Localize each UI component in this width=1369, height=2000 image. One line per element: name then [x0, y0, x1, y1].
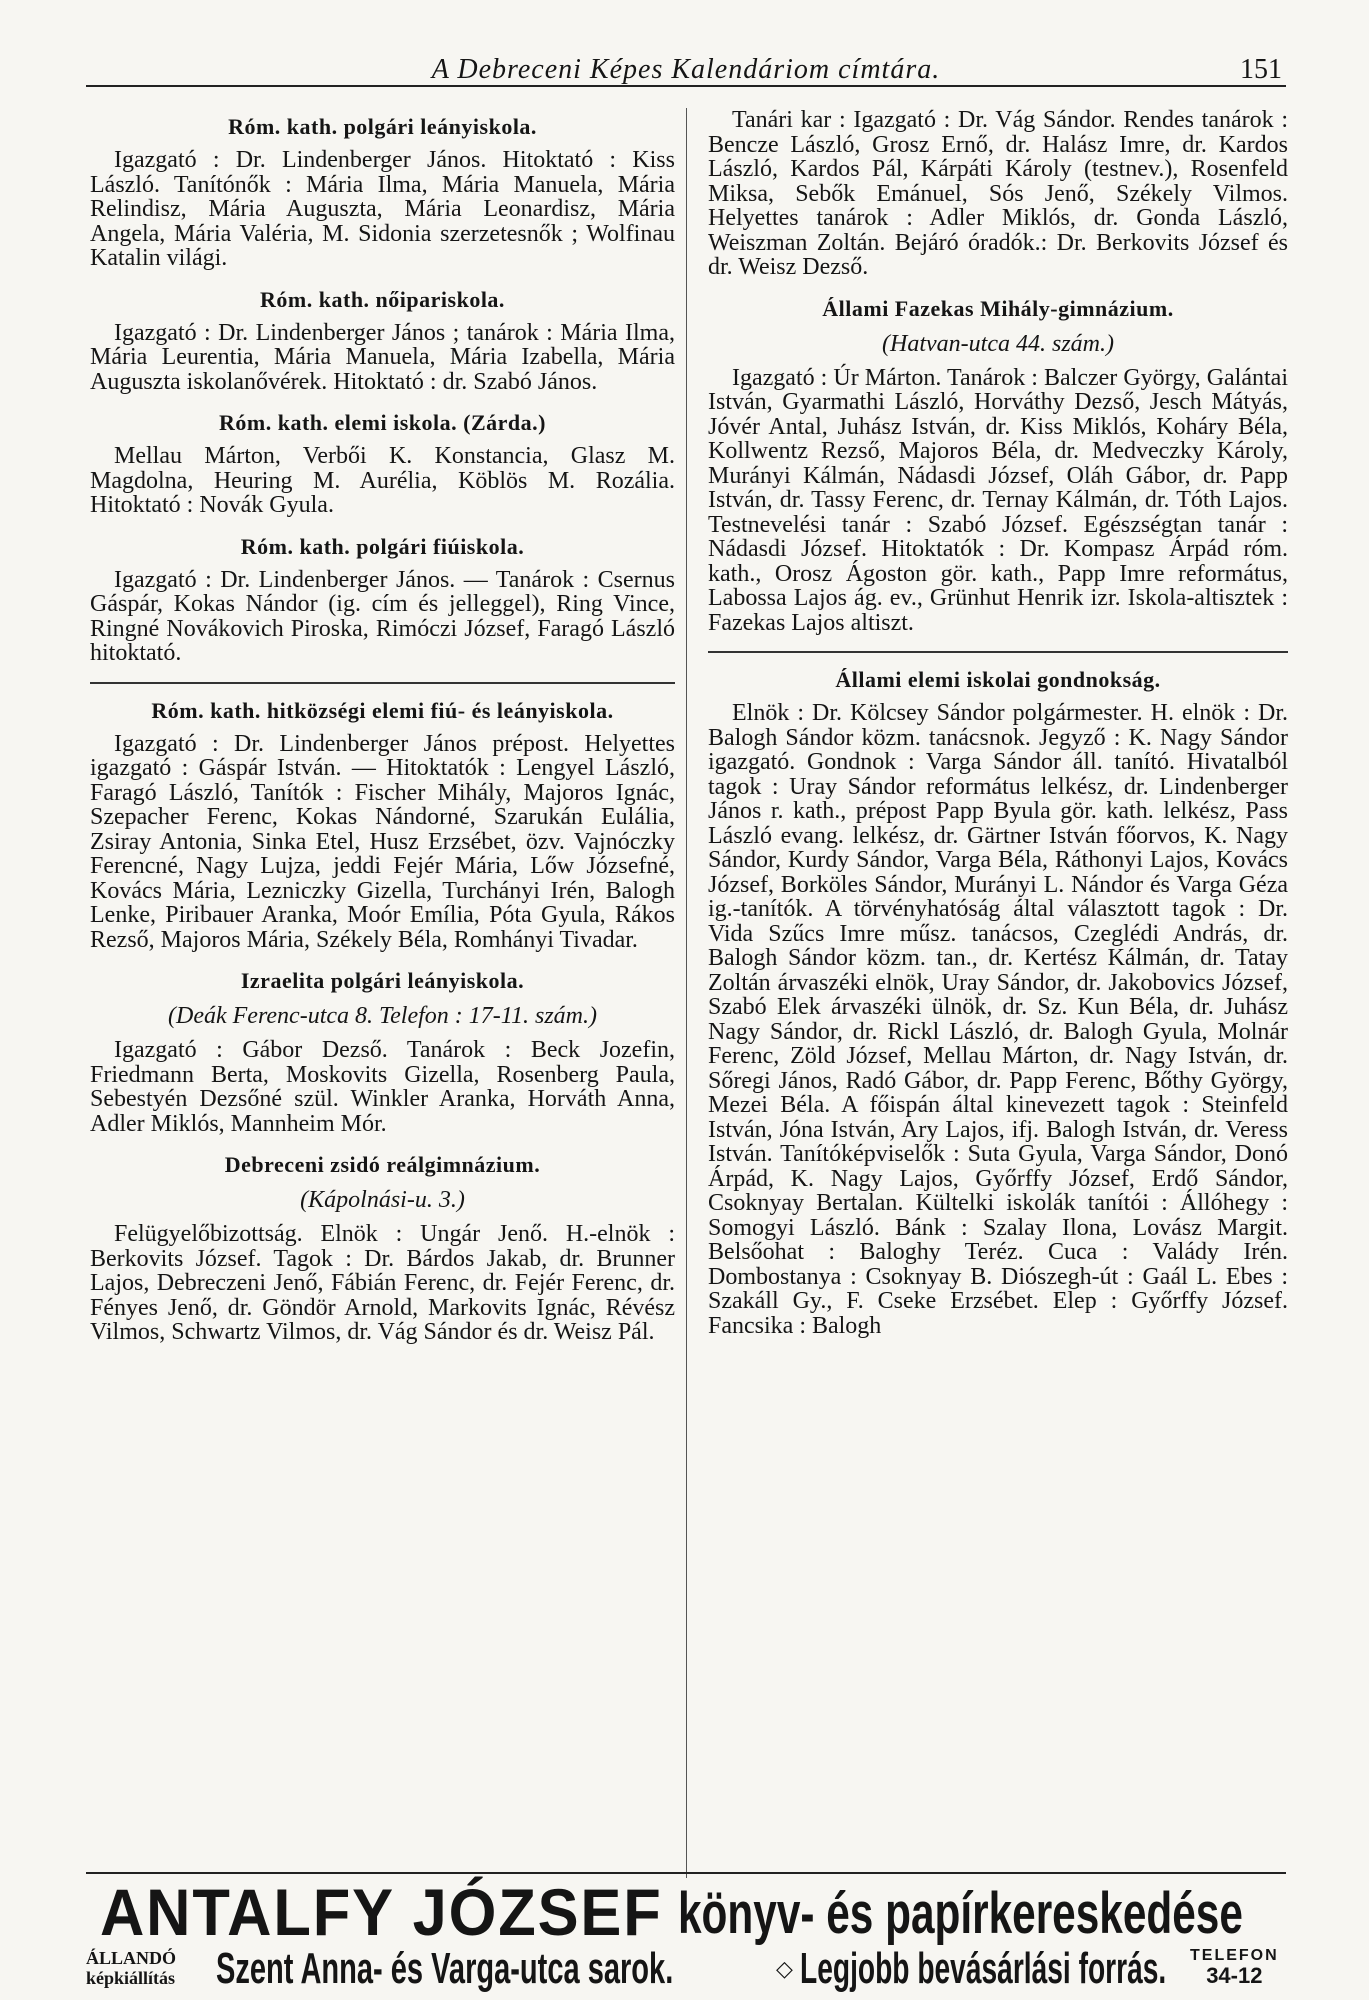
section-title: Izraelita polgári leányiskola. [240, 968, 525, 993]
section-title: Róm. kath. polgári fiúiskola. [240, 533, 525, 559]
advertisement-address: Szent Anna- és Varga-utca sarok. [216, 1944, 674, 1993]
section-zsido-realgimnazium [90, 1152, 675, 1345]
column-rule [708, 651, 1288, 653]
page-number: 151 [1240, 54, 1282, 85]
exhibit-line-2: képkiállítás [86, 1968, 176, 1988]
section-body: Igazgató : Gábor Dezső. Tanárok : Beck Jozefin, Friedmann Berta, Moskovits Gizella, Rosenberg Paula, Sebestyén Dezsőné szül. Winkler Aranka, Horváth Anna, Adler Miklós, Mannheim Mór. [90, 1037, 675, 1137]
section-body: Igazgató : Úr Márton. Tanárok : Balczer György, Galántai István, Gyarmathi László, Horváthy Dezső, Jesch Mátyás, Jóvér Antal, Juhász István, dr. Kiss Miklós, Koháry Béla, Kollwentz Rezső, Majoros Béla, dr. Medveczky Károly, Murányi Kálmán, Nádasdi József, Oláh Gábor, dr. Papp István, dr. Tassy Ferenc, dr. Ternay Kálmán, dr. Tóth Lajos. Testnevelési tanár : Szabó József. Egészségtan tanár : Nádasdi József. Hitoktatók : Dr. Kompasz Árpád róm. kath., Orosz Ágoston gör. kath., Papp Imre református, Labossa Lajos ág. ev., Grünhut Henrik izr. Iskola-altisztek : Fazekas Lajos altiszt. [708, 364, 1288, 636]
section-body: Felügyelőbizottság. Elnök : Ungár Jenő. H.-elnök : Berkovits József. Tagok : Dr. Bárdos Jakab, dr. Brunner Lajos, Debreczeni Jenő, Fábián Ferenc, dr. Fejér Ferenc, dr. Fényes Jenő, dr. Göndör Arnold, Markovits Ignác, Révész Vilmos, Schwartz Vilmos, dr. Vág Sándor és dr. Weisz Pál. [90, 1221, 675, 1345]
exhibit-line-1: ÁLLANDÓ [86, 1948, 177, 1968]
advertisement-exhibit-note [86, 1948, 176, 1988]
header-rule [86, 85, 1286, 87]
section-rk-polgari-leanyiskola [90, 114, 675, 271]
advertisement-tagline: könyv- és papírkereskedése [678, 1881, 1243, 1946]
right-column [708, 108, 1288, 1354]
section-body: Igazgató : Dr. Lindenberger János prépost. Helyettes igazgató : Gáspár István. — Hitoktatók : Lengyel László, Faragó László, Tanítók : Fischer Mihály, Majoros Ignác, Szepacher Ferenc, Kokas Nándorné, Szarukán Eulália, Zsiray Antonia, Sinka Etel, Husz Erzsébet, özv. Vajnóczky Ferencné, Nagy Lujza, jeddi Fejér Mária, Lőw Józsefné, Kovács Mária, Lezniczky Gizella, Turchányi Irén, Balogh Lenke, Piribauer Aranka, Moór Emília, Póta Gyula, Rákos Rezső, Majoros Mária, Székely Béla, Romhányi Tivadar. [90, 730, 675, 953]
left-column [90, 108, 675, 1361]
section-title: Róm. kath. hitközségi elemi fiú- és leányiskola. [151, 697, 614, 723]
section-subtitle: (Deák Ferenc-utca 8. Telefon : 17-11. szám.) [168, 1003, 597, 1029]
phone-number: 34-12 [1206, 1963, 1263, 1988]
advertisement-slogan: Legjobb bevásárlási forrás. [800, 1944, 1167, 1993]
section-title: Debreceni zsidó reálgimnázium. [224, 1152, 541, 1177]
section-rk-elemi-iskola-zarda [90, 410, 675, 518]
section-title: Róm. kath. nőipariskola. [260, 286, 505, 312]
diamond-icon: ◇ [776, 1956, 793, 1981]
advertisement-headline [86, 1875, 1286, 1949]
phone-label: TELEFON [1190, 1947, 1279, 1964]
section-title: Állami Fazekas Mihály-gimnázium. [822, 295, 1174, 321]
section-elemi-gondnoksag [708, 667, 1288, 1338]
section-subtitle: (Kápolnási-u. 3.) [300, 1187, 465, 1213]
section-title: Róm. kath. elemi iskola. (Zárda.) [219, 410, 546, 435]
section-title: Róm. kath. polgári leányiskola. [228, 114, 537, 139]
section-izraelita-polgari [90, 968, 675, 1136]
section-body: Elnök : Dr. Kölcsey Sándor polgármester. H. elnök : Dr. Balogh Sándor közm. tanácsnok. Jegyző : K. Nagy Sándor igazgató. Gondnok : Varga Sándor áll. tanító. Hivatalból tagok : Uray Sándor református lelkész, dr. Lindenberger János r. kath., prépost Papp Byula gör. kath. lelkész, Pass László evang. lelkész, dr. Gärtner István főorvos, K. Nagy Sándor, Kurdy Sándor, Varga Béla, Ráthonyi Lajos, Kovács József, Borköles Sándor, Murányi L. Nándor és Varga Géza ig.-tanítók. A törvényhatóság által választott tagok : Dr. Vida Szűcs Imre műsz. tanácsos, Czeglédi András, dr. Balogh Sándor közm. tan., dr. Kertész Kálmán, dr. Tatay Zoltán árvaszéki elnök, Uray Sándor, dr. Jakobovics József, Szabó Elek árvaszéki ülnök, dr. Sz. Kun Béla, dr. Juhász Nagy Sándor, dr. Rickl László, dr. Balogh Gyula, Molnár Ferenc, Zöld József, Mellau Márton, dr. Nagy István, dr. Sőregi János, Radó Gábor, dr. Papp Ferenc, Bőthy György, Mezei Béla. A főispán által kinevezett tagok : Steinfeld István, Jóna István, Ary Lajos, ifj. Balogh István, dr. Veress István. Tanítóképviselők : Suta Gyula, Varga Sándor, Donó Árpád, K. Nagy Lajos, Győrffy József, Erdő Sándor, Csoknyay Bertalan. Kültelki iskolák tanítói : Állóhegy : Somogyi László. Bánk : Szalay Ilona, Lovász Margit. Belsőohat : Baloghy Teréz. Cuca : Valády Irén. Dombostanya : Csoknyay B. Diószegh-út : Gaál L. Ebes : Szakáll Gy., F. Cseke Erzsébet. Elep : Győrffy József. Fancsika : Balogh [708, 700, 1288, 1339]
section-body: Igazgató : Dr. Lindenberger János. — Tanárok : Csernus Gáspár, Kokas Nándor (ig. cím és jelleggel), Ring Vince, Ringné Novákovich Piroska, Rimóczi József, Faragó László hitoktató. [90, 566, 675, 666]
section-rk-polgari-fiuiskola [90, 534, 675, 666]
advertisement-details [86, 1944, 1286, 2000]
header-title: A Debreceni Képes Kalendáriom címtára. [431, 54, 941, 85]
section-fazekas-gimnazium [708, 296, 1288, 636]
advertisement-banner [86, 1876, 1286, 2000]
section-body: Igazgató : Dr. Lindenberger János ; tanárok : Mária Ilma, Mária Leurentia, Mária Manuela, Mária Izabella, Mária Auguszta iskolanővérek. Hitoktató : dr. Szabó János. [90, 319, 675, 395]
section-tanari-kar [708, 108, 1288, 280]
section-body: Igazgató : Dr. Lindenberger János. Hitoktató : Kiss László. Tanítónők : Mária Ilma, Mária Manuela, Mária Relindisz, Mária Auguszta, Mária Leonardisz, Mária Angela, Mária Valéria, M. Sidonia szerzetesnők ; Wolfinau Katalin világi. [90, 147, 675, 271]
section-body: Tanári kar : Igazgató : Dr. Vág Sándor. Rendes tanárok : Bencze László, Grosz Ernő, dr. Halász Imre, dr. Kardos László, Kardos Pál, Kárpáti Károly (testnev.), Rosenfeld Miksa, Sebők Emánuel, Sós Jenő, Székely Vilmos. Helyettes tanárok : Adler Miklós, dr. Gonda László, Weiszman Zoltán. Bejáró óradók.: Dr. Berkovits József és dr. Weisz Dezső. [708, 107, 1288, 280]
section-title: Állami elemi iskolai gondnokság. [835, 667, 1161, 692]
column-divider [686, 108, 687, 1878]
column-rule [90, 682, 675, 684]
advertisement-phone [1190, 1946, 1279, 1986]
section-body: Mellau Márton, Verbői K. Konstancia, Glasz M. Magdolna, Heuring M. Aurélia, Köblös M. Rozália. Hitoktató : Novák Gyula. [90, 443, 675, 518]
section-subtitle: (Hatvan-utca 44. szám.) [882, 330, 1114, 357]
page-header [86, 50, 1286, 94]
section-rk-noipariskola [90, 287, 675, 395]
section-rk-hitkozsegi-elemi [90, 698, 675, 953]
advertiser-name: ANTALFY JÓZSEF [100, 1875, 663, 1949]
